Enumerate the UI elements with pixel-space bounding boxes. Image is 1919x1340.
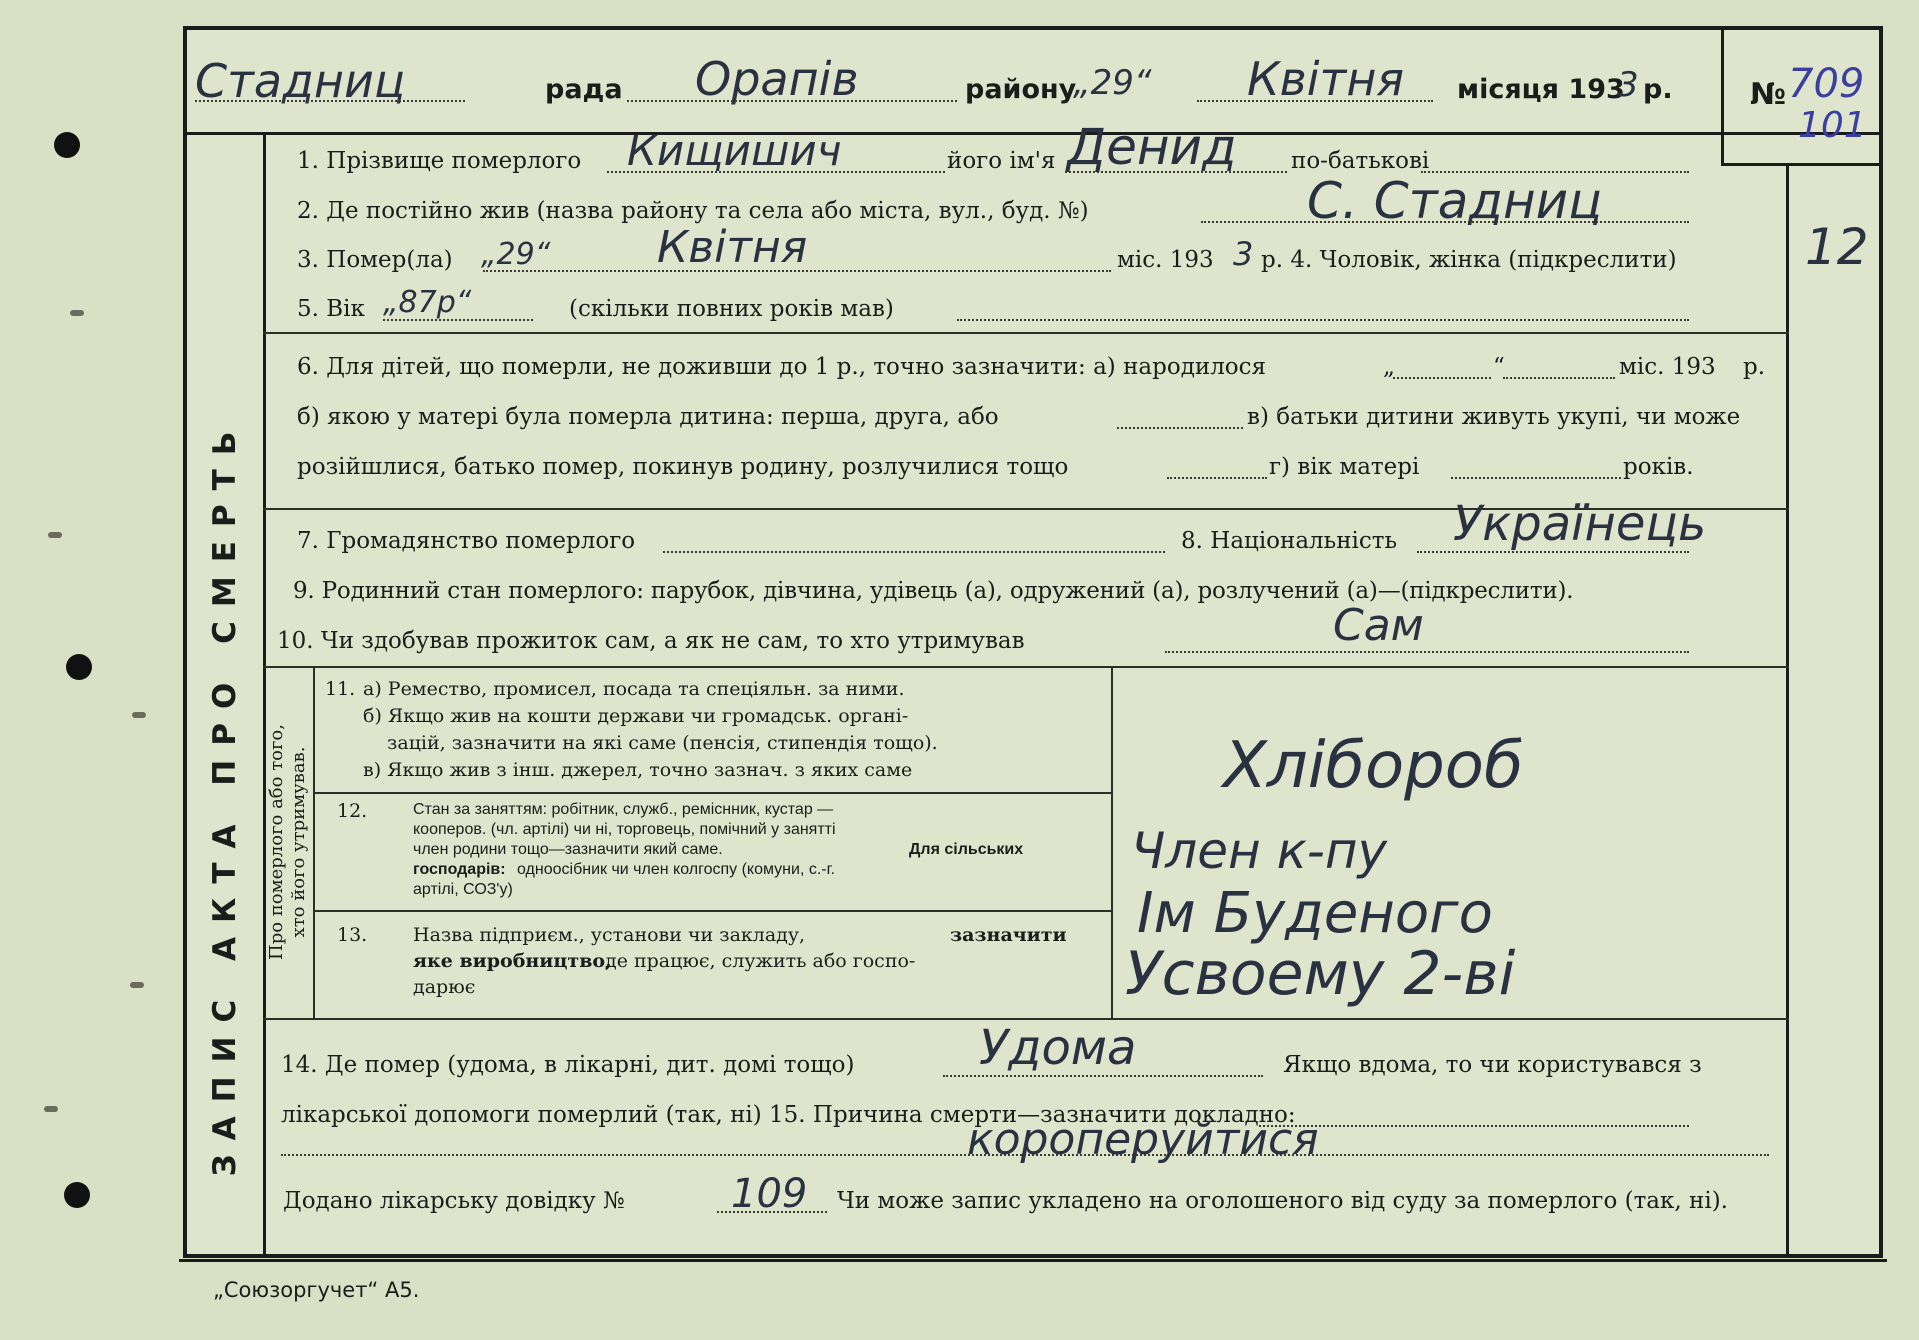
month-handwritten: Квітня xyxy=(1247,52,1405,106)
status-text-2: кооперов. (чл. артілі) чи ні, торговець, помічний у занятті xyxy=(413,821,836,838)
residence-handwritten: С. Стадниц xyxy=(1307,172,1603,230)
years-label: років. xyxy=(1623,454,1694,480)
occupation-number: 11. xyxy=(325,678,356,700)
status-text-3a: член родини тощо—зазначити який саме. xyxy=(413,841,723,858)
record-number-box xyxy=(1721,30,1879,166)
block-divider xyxy=(313,666,315,1018)
dotted-line xyxy=(663,551,1165,553)
cause-of-death-label: лікарської допомоги померлий (так, ні) 15. Причина смерти—зазначити докладно: xyxy=(281,1102,1296,1128)
dotted-line xyxy=(1165,651,1689,653)
occupation-a: а) Ремество, промисел, посада та спеціяльн. за ними. xyxy=(363,678,905,700)
status-text-4b: одноосібник чи член колгоспу (комуни, с.-г. xyxy=(517,861,835,878)
dotted-line xyxy=(1503,377,1615,379)
sex-label: р. 4. Чоловік, жінка (підкреслити) xyxy=(1261,247,1677,273)
side-block-label xyxy=(266,724,310,960)
age-label: 5. Вік xyxy=(297,296,365,322)
dotted-line xyxy=(627,100,957,102)
quote-close: “ xyxy=(1493,354,1505,380)
death-record-form xyxy=(183,26,1883,1258)
citizenship-label: 7. Громадянство померлого xyxy=(297,528,636,554)
livelihood-label: 10. Чи здобував прожиток сам, а як не сам, то хто утримував xyxy=(277,628,1025,654)
enterprise-text-1a: Назва підприєм., установи чи закладу, xyxy=(413,924,806,946)
punch-hole xyxy=(66,654,92,680)
enterprise-handwritten: Усвоему 2-ві xyxy=(1125,939,1516,1009)
day-handwritten: „29“ xyxy=(1073,63,1152,103)
status-number: 12. xyxy=(337,800,368,822)
occupation-handwritten: Хлібороб xyxy=(1223,729,1524,803)
cause-of-death-handwritten: короперуйтися xyxy=(967,1114,1319,1165)
death-place-label: 14. Де помер (удома, в лікарні, дит. домі тощо) xyxy=(281,1052,855,1078)
punch-hole xyxy=(64,1182,90,1208)
livelihood-handwritten: Сам xyxy=(1333,600,1424,651)
right-margin-column xyxy=(1786,166,1879,1254)
patronymic-label: по-батькові xyxy=(1291,148,1430,174)
marital-status-label: 9. Родинний стан померлого: парубок, дівчина, удівець (а), одружений (а), розлучений (а)—(підкреслити). xyxy=(293,578,1574,604)
death-year-handwritten: 3 xyxy=(1233,235,1254,273)
paper-mark xyxy=(130,982,144,988)
occupation-b1: б) Якщо жив на кошти держави чи громадськ. органі- xyxy=(363,705,909,727)
paper-mark xyxy=(132,712,146,718)
nationality-handwritten: Українець xyxy=(1453,496,1707,552)
court-declaration-label: Чи може запис укладено на оголошеного від суду за померлого (так, ні). xyxy=(837,1188,1728,1214)
year-suffix: р. xyxy=(1643,74,1673,105)
margin-note: 12 xyxy=(1805,218,1869,276)
name-handwritten: Денид xyxy=(1067,118,1237,176)
paper-mark xyxy=(44,1106,58,1112)
death-month-label: міс. 193 xyxy=(1117,247,1214,273)
side-title-column xyxy=(187,132,266,1254)
side-title: ЗАПИС АКТА ПРО СМЕРТЬ xyxy=(207,417,243,1177)
paper-mark xyxy=(48,532,62,538)
row-divider xyxy=(313,792,1111,794)
name-label: його ім'я xyxy=(947,148,1056,174)
printer-footer: „Союзоргучет“ А5. xyxy=(213,1278,420,1302)
surname-handwritten: Кищишич xyxy=(627,126,842,175)
age-handwritten: „87р“ xyxy=(383,285,472,320)
dotted-line xyxy=(483,270,1111,272)
row-divider xyxy=(263,666,1789,668)
dotted-line xyxy=(1393,377,1491,379)
dotted-line xyxy=(1451,477,1621,479)
year-digit-handwritten: 3 xyxy=(1617,65,1639,105)
child-year-suffix: р. xyxy=(1743,354,1766,380)
dotted-line xyxy=(1167,477,1267,479)
dotted-line xyxy=(1117,427,1243,429)
row-divider xyxy=(313,910,1111,912)
row-divider xyxy=(263,332,1789,334)
district-handwritten: Орапів xyxy=(695,52,859,106)
dotted-line xyxy=(957,319,1689,321)
child-order-label: б) якою у матері була померла дитина: перша, друга, або xyxy=(297,404,999,430)
home-doctor-label: Якщо вдома, то чи користувався з xyxy=(1283,1052,1702,1078)
enterprise-text-1b: зазначити xyxy=(950,924,1067,946)
dotted-line xyxy=(1197,100,1433,102)
nationality-label: 8. Національність xyxy=(1181,528,1398,554)
age-note: (скільки повних років мав) xyxy=(569,296,894,322)
occupation-c: в) Якщо жив з інш. джерел, точно зазнач. з яких саме xyxy=(363,759,913,781)
enterprise-text-2b: де працює, служить або госпо- xyxy=(605,950,916,972)
death-date-label: 3. Помер(ла) xyxy=(297,247,453,273)
council-label: рада xyxy=(545,74,623,105)
enterprise-number: 13. xyxy=(337,924,368,946)
death-day-handwritten: „29“ xyxy=(481,237,551,272)
death-month-handwritten: Квітня xyxy=(657,222,808,273)
record-number-sub: 101 xyxy=(1798,105,1867,146)
parents-status-label: розійшлися, батько помер, покинув родину, розлучилися тощо xyxy=(297,454,1069,480)
status-text-1: Стан за заняттям: робітник, служб., реміснник, кустар — xyxy=(413,801,834,818)
certificate-label: Додано лікарську довідку № xyxy=(283,1188,625,1214)
paper-mark xyxy=(70,310,84,316)
status-text-3b: Для сільських xyxy=(909,841,1024,858)
block-divider xyxy=(1111,666,1113,1018)
child-month-label: міс. 193 xyxy=(1619,354,1716,380)
quote-open: „ xyxy=(1383,354,1395,380)
status-text-5: артілі, СОЗ'у) xyxy=(413,881,513,898)
district-label: району xyxy=(965,74,1077,105)
month-label: місяця 193 xyxy=(1457,74,1625,105)
enterprise-text-3: дарює xyxy=(413,976,476,998)
status-handwritten-2: Ім Буденого xyxy=(1137,881,1493,946)
village-handwritten: Стадниц xyxy=(195,54,406,108)
mother-age-label: г) вік матері xyxy=(1269,454,1420,480)
dotted-line xyxy=(195,100,465,102)
occupation-b2: зацій, зазначити на які саме (пенсія, стипендія тощо). xyxy=(387,732,938,754)
side-block-label-line2: хто його утримував. xyxy=(288,746,309,938)
death-place-handwritten: Удома xyxy=(979,1020,1137,1076)
form-header xyxy=(187,30,1879,135)
child-birth-label: 6. Для дітей, що померли, не доживши до 1 р., точно зазначити: а) народилося xyxy=(297,354,1267,380)
residence-label: 2. Де постійно жив (назва району та села або міста, вул., буд. №) xyxy=(297,198,1089,224)
dotted-line xyxy=(1259,1125,1689,1127)
side-block-label-line1: Про померлого або того, xyxy=(266,724,287,960)
punch-hole xyxy=(54,132,80,158)
certificate-number-handwritten: 109 xyxy=(731,1171,808,1217)
enterprise-text-2a: яке виробництво, xyxy=(413,950,612,972)
status-handwritten-1: Член к-пу xyxy=(1131,822,1388,880)
status-text-4a: господарів: xyxy=(413,861,506,878)
surname-label: 1. Прізвище померлого xyxy=(297,148,582,174)
parents-label: в) батьки дитини живуть укупі, чи може xyxy=(1247,404,1741,430)
dotted-line xyxy=(383,319,533,321)
number-label: № xyxy=(1750,77,1787,112)
record-number: 709 xyxy=(1788,61,1865,107)
